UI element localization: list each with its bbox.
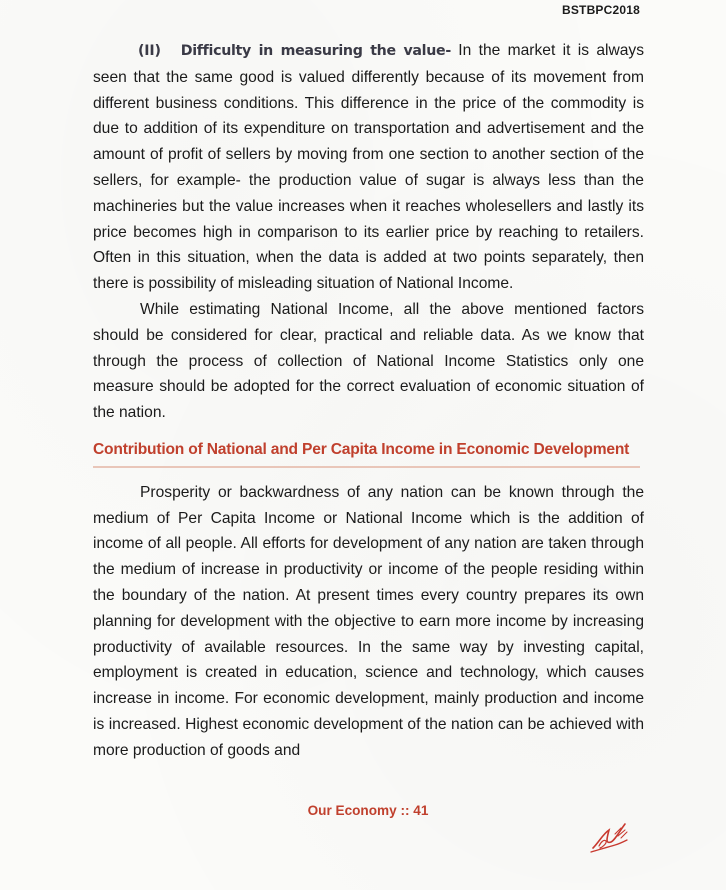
section-heading: Contribution of National and Per Capita Income in Economic Development [93, 440, 630, 458]
section-heading-wrap [93, 426, 644, 468]
signature-icon [585, 812, 633, 856]
paragraph-estimating-income: While estimating National Income, all the above mentioned factors should be considered for clear, practical and reliable data. As we know that through the process of collection of National Income Statistics only one measure should be adopted for the correct evaluation of economic situation of the nation. [93, 300, 644, 422]
point-label: (II) [138, 43, 161, 59]
paragraph-difficulty-measuring-value [93, 38, 644, 297]
paragraph-prosperity: Prosperity or backwardness of any nation can be known through the medium of Per Capita Income or National Income which is the addition of income of all people. All efforts for development of any nation are taken through the medium of increase in productivity or income of the people residing within the boundary of the nation. At present times every country prepares its own planning for development with the objective to earn more income by increasing productivity of available resources. In the same way by investing capital, employment is created in education, science and technology, which causes increase in income. For economic development, mainly production and income is increased. Highest economic development of the nation can be achieved with more production of goods and [93, 483, 644, 759]
paragraph-text: In the market it is always seen that the same good is valued differently because of its movement from different business conditions. This difference in the price of the commodity is due to addition of its expenditure on transportation and advertisement and the amount of profit of sellers by moving from one section to another section of the sellers, for example- the production value of sugar is always less than the machineries but the value increases when it reaches wholesellers and lastly its price becomes high in comparison to its earlier price by reaching to retailers. Often in this situation, when the data is added at two points separately, then there is possibility of misleading situation of National Income. [93, 42, 644, 293]
point-title: Difficulty in measuring the value- [180, 43, 451, 59]
document-code: BSTBPC2018 [561, 3, 640, 17]
page-content [93, 38, 644, 764]
heading-highlight [93, 466, 640, 468]
page-footer: Our Economy :: 41 [307, 803, 429, 818]
